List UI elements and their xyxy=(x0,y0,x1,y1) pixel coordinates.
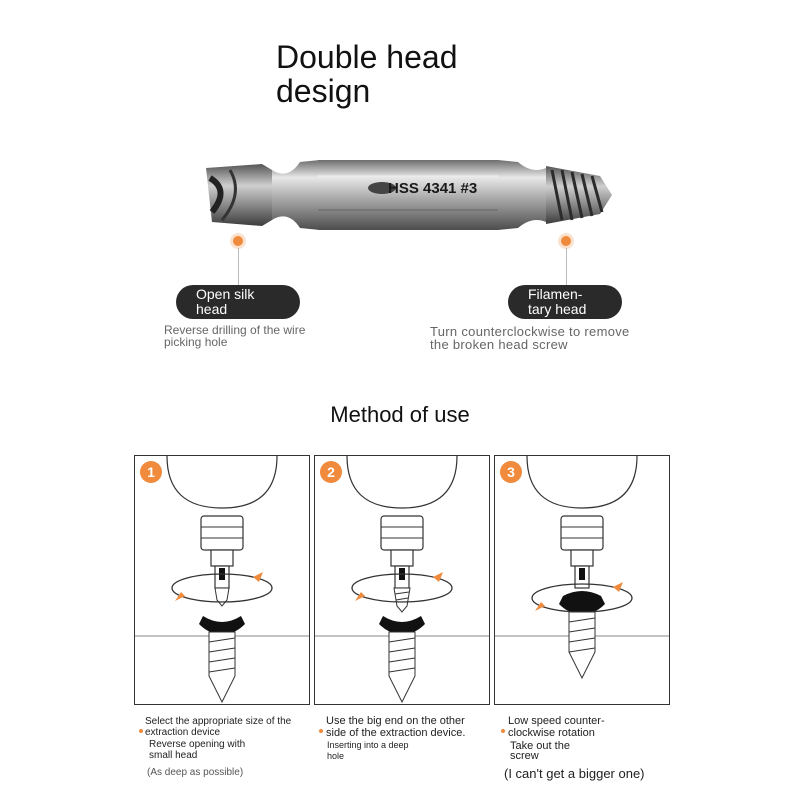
step-1-text-line1: Select the appropriate size of the xyxy=(145,716,292,727)
step-2-text-line2: side of the extraction device. xyxy=(326,727,466,739)
title-line-1: Double head xyxy=(276,39,458,75)
step-3-text-line1: Low speed counter- xyxy=(508,715,605,727)
step-1-text xyxy=(145,716,320,738)
step-2-sub-line1: Inserting into a deep xyxy=(327,740,409,750)
step-1-bullet xyxy=(139,729,143,733)
step-1-sub-line1: Reverse opening with xyxy=(149,739,246,750)
step-2-text xyxy=(326,715,465,739)
filamentary-desc-line1: Turn counterclockwise to remove xyxy=(430,324,630,339)
step-1-badge xyxy=(140,461,162,483)
step-2-panel xyxy=(314,455,490,705)
step-2-number: 2 xyxy=(327,464,335,480)
step-1-subtext xyxy=(149,739,245,761)
method-title: Method of use xyxy=(330,402,470,427)
filamentary-desc-line2: the broken head screw xyxy=(430,337,568,352)
step-3-bullet xyxy=(501,729,505,733)
step-1-illustration xyxy=(135,456,309,704)
step-3-sub-line2: screw xyxy=(510,750,539,762)
step-3-illustration xyxy=(495,456,669,704)
open-silk-head-description xyxy=(164,324,305,348)
open-silk-desc-line2: picking hole xyxy=(164,335,228,349)
step-3-sub-line1: Take out the xyxy=(510,740,570,752)
step-2-illustration xyxy=(315,456,489,704)
step-3-text-line2: clockwise rotation xyxy=(508,727,595,739)
step-3-subtext xyxy=(510,741,570,761)
step-3-number: 3 xyxy=(507,464,515,480)
step-3-badge xyxy=(500,461,522,483)
step-2-bullet xyxy=(319,729,323,733)
step-1-note: (As deep as possible) xyxy=(147,767,244,778)
right-callout-line xyxy=(566,248,567,288)
open-silk-head-label-line1: Open silk xyxy=(196,286,255,302)
open-silk-head-label xyxy=(176,285,300,319)
step-3-text xyxy=(508,715,605,739)
step-1-number: 1 xyxy=(147,464,155,480)
step-2-text-line1: Use the big end on the other xyxy=(326,715,465,727)
step-3-panel xyxy=(494,455,670,705)
step-2-subtext xyxy=(327,740,409,762)
filamentary-head-label-line1: Filamen- xyxy=(528,286,583,302)
step-2-badge xyxy=(320,461,342,483)
right-callout-dot xyxy=(561,236,571,246)
step-1-sub-line2: small head xyxy=(149,750,198,761)
filamentary-head-description xyxy=(430,325,630,351)
filamentary-head-label xyxy=(508,285,622,319)
tool-engraving: HSS 4341 #3 xyxy=(388,180,478,197)
step-1-text-line2: extraction device xyxy=(145,727,221,738)
open-silk-desc-line1: Reverse drilling of the wire xyxy=(164,323,306,337)
open-silk-head-label-line2: head xyxy=(196,301,228,317)
step-3-note: (I can't get a bigger one) xyxy=(504,766,645,781)
step-1-panel xyxy=(134,455,310,705)
left-callout-dot xyxy=(233,236,243,246)
step-2-sub-line2: hole xyxy=(327,751,345,761)
page-title xyxy=(276,40,457,108)
left-callout-line xyxy=(238,248,239,288)
filamentary-head-label-line2: tary head xyxy=(528,301,587,317)
title-line-2: design xyxy=(276,73,371,109)
